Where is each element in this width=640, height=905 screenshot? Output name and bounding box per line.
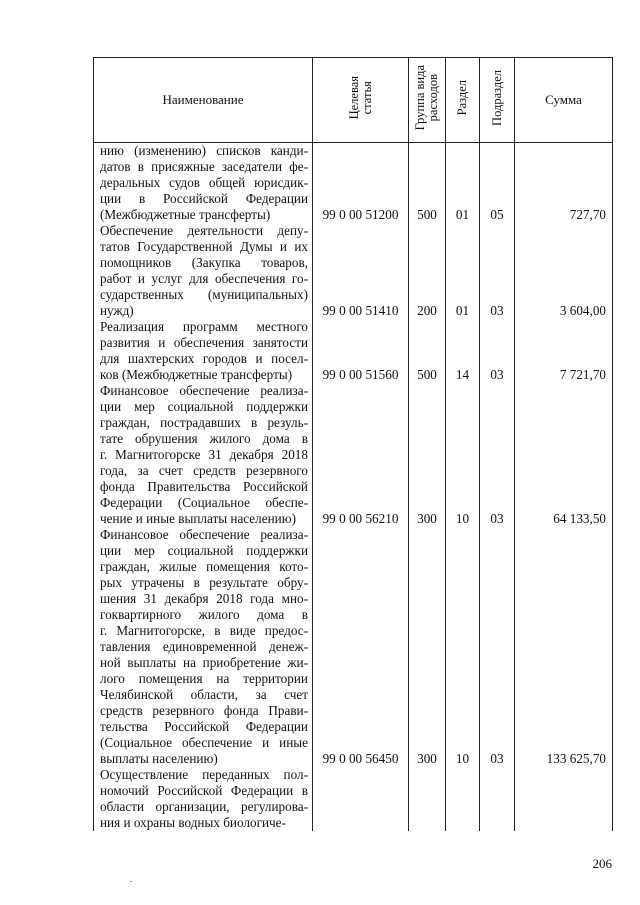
- row-group: 500: [409, 143, 446, 224]
- row-name-line: фонда Правительства Российской: [100, 479, 308, 494]
- row-subsection: 03: [480, 527, 515, 767]
- row-group: 300: [409, 383, 446, 527]
- row-name-line: выплаты населению): [100, 751, 218, 766]
- row-name-line: тельства Российской Федерации: [100, 719, 308, 734]
- row-name-line: татов Государственной Думы и их: [100, 239, 308, 254]
- table-row: [94, 143, 613, 224]
- row-name-line: работ и услуг для обеспечения го-: [100, 271, 308, 286]
- row-sum: 3 604,00: [515, 223, 613, 319]
- scan-speck: [130, 881, 132, 882]
- row-sum: [515, 767, 613, 831]
- row-sum: 727,70: [515, 143, 613, 224]
- header-section: Раздел: [446, 58, 480, 143]
- row-name-line: Челябинской области, за счет: [100, 687, 308, 702]
- row-article: 99 0 00 51560: [313, 319, 409, 383]
- page-number: 206: [592, 856, 612, 871]
- table-row: [94, 223, 613, 319]
- row-name-line: деральных судов общей юрисдик-: [100, 175, 308, 190]
- header-sum: Сумма: [515, 58, 613, 143]
- row-group: 300: [409, 527, 446, 767]
- row-section: 10: [446, 383, 480, 527]
- row-name: [94, 223, 313, 319]
- header-name: Наименование: [94, 58, 313, 143]
- header-group: Группа вида расходов: [409, 58, 446, 143]
- row-sum: 7 721,70: [515, 319, 613, 383]
- table-row: [94, 383, 613, 527]
- row-name-line: г. Магнитогорске 31 декабря 2018: [100, 447, 308, 462]
- row-subsection: 03: [480, 383, 515, 527]
- row-name-line: граждан, пострадавших в резуль-: [100, 415, 308, 430]
- row-article: 99 0 00 56450: [313, 527, 409, 767]
- row-section: [446, 767, 480, 831]
- row-name: [94, 143, 313, 224]
- row-group: [409, 767, 446, 831]
- row-sum: 133 625,70: [515, 527, 613, 767]
- row-article: [313, 767, 409, 831]
- row-name-line: тате обрушения жилого дома в: [100, 431, 308, 446]
- row-name-line: г. Магнитогорске, в виде предос-: [100, 623, 308, 638]
- row-name-line: Финансовое обеспечение реализа-: [100, 527, 308, 542]
- row-name-line: Финансовое обеспечение реализа-: [100, 383, 308, 398]
- row-name-line: (Социальное обеспечение и иные: [100, 735, 308, 750]
- row-name: [94, 527, 313, 767]
- row-name-line: сударственных (муниципальных): [100, 287, 308, 302]
- row-group: 200: [409, 223, 446, 319]
- row-name: [94, 383, 313, 527]
- row-name-line: ной выплаты на приобретение жи-: [100, 655, 308, 670]
- row-name-line: ции мер социальной поддержки: [100, 399, 308, 414]
- row-name-line: для шахтерских городов и посел-: [100, 351, 308, 366]
- row-subsection: 05: [480, 143, 515, 224]
- row-name-line: нужд): [100, 303, 134, 318]
- row-name-line: чение и иные выплаты населению): [100, 511, 296, 526]
- row-name-line: Федерации (Социальное обеспе-: [100, 495, 308, 510]
- row-name-line: развития и обеспечения занятости: [100, 335, 308, 350]
- row-name-line: Реализация программ местного: [100, 319, 308, 334]
- table-row: [94, 767, 613, 831]
- row-name-line: ции в Российской Федерации: [100, 191, 308, 206]
- row-group: 500: [409, 319, 446, 383]
- row-name: [94, 319, 313, 383]
- row-name-line: граждан, жилые помещения кото-: [100, 559, 308, 574]
- row-name-line: ции мер социальной поддержки: [100, 543, 308, 558]
- row-name: [94, 767, 313, 831]
- row-article: 99 0 00 56210: [313, 383, 409, 527]
- row-name-line: помощников (Закупка товаров,: [100, 255, 308, 270]
- row-name-line: (Межбюджетные трансферты): [100, 207, 271, 222]
- row-name-line: номочий Российской Федерации в: [100, 783, 308, 798]
- row-name-line: области организации, регулирова-: [100, 799, 308, 814]
- row-name-line: средств резервного фонда Прави-: [100, 703, 308, 718]
- row-section: 10: [446, 527, 480, 767]
- row-sum: 64 133,50: [515, 383, 613, 527]
- row-name-line: Обеспечение деятельности депу-: [100, 223, 308, 238]
- budget-table: [93, 57, 613, 831]
- row-name-line: ков (Межбюджетные трансферты): [100, 367, 293, 382]
- row-name-line: ния и охраны водных биологиче-: [100, 815, 286, 830]
- row-name-line: тавления единовременной денеж-: [100, 639, 308, 654]
- row-name-line: гоквартирного жилого дома в: [100, 607, 308, 622]
- row-name-line: нию (изменению) списков канди-: [100, 143, 308, 158]
- row-section: 01: [446, 223, 480, 319]
- header-subsection: Подраздел: [480, 58, 515, 143]
- row-name-line: датов в присяжные заседатели фе-: [100, 159, 308, 174]
- row-name-line: рых утрачены в результате обру-: [100, 575, 308, 590]
- row-article: 99 0 00 51200: [313, 143, 409, 224]
- table-body: [94, 143, 613, 832]
- row-subsection: 03: [480, 319, 515, 383]
- row-section: 14: [446, 319, 480, 383]
- row-name-line: шения 31 декабря 2018 года мно-: [100, 591, 308, 606]
- row-section: 01: [446, 143, 480, 224]
- row-name-line: лого помещения на территории: [100, 671, 308, 686]
- table-row: [94, 527, 613, 767]
- table-header-row: [94, 58, 613, 143]
- row-name-line: года, за счет средств резервного: [100, 463, 308, 478]
- row-subsection: [480, 767, 515, 831]
- header-article: Целевая статья: [313, 58, 409, 143]
- row-article: 99 0 00 51410: [313, 223, 409, 319]
- table-row: [94, 319, 613, 383]
- row-name-line: Осуществление переданных пол-: [100, 767, 308, 782]
- row-subsection: 03: [480, 223, 515, 319]
